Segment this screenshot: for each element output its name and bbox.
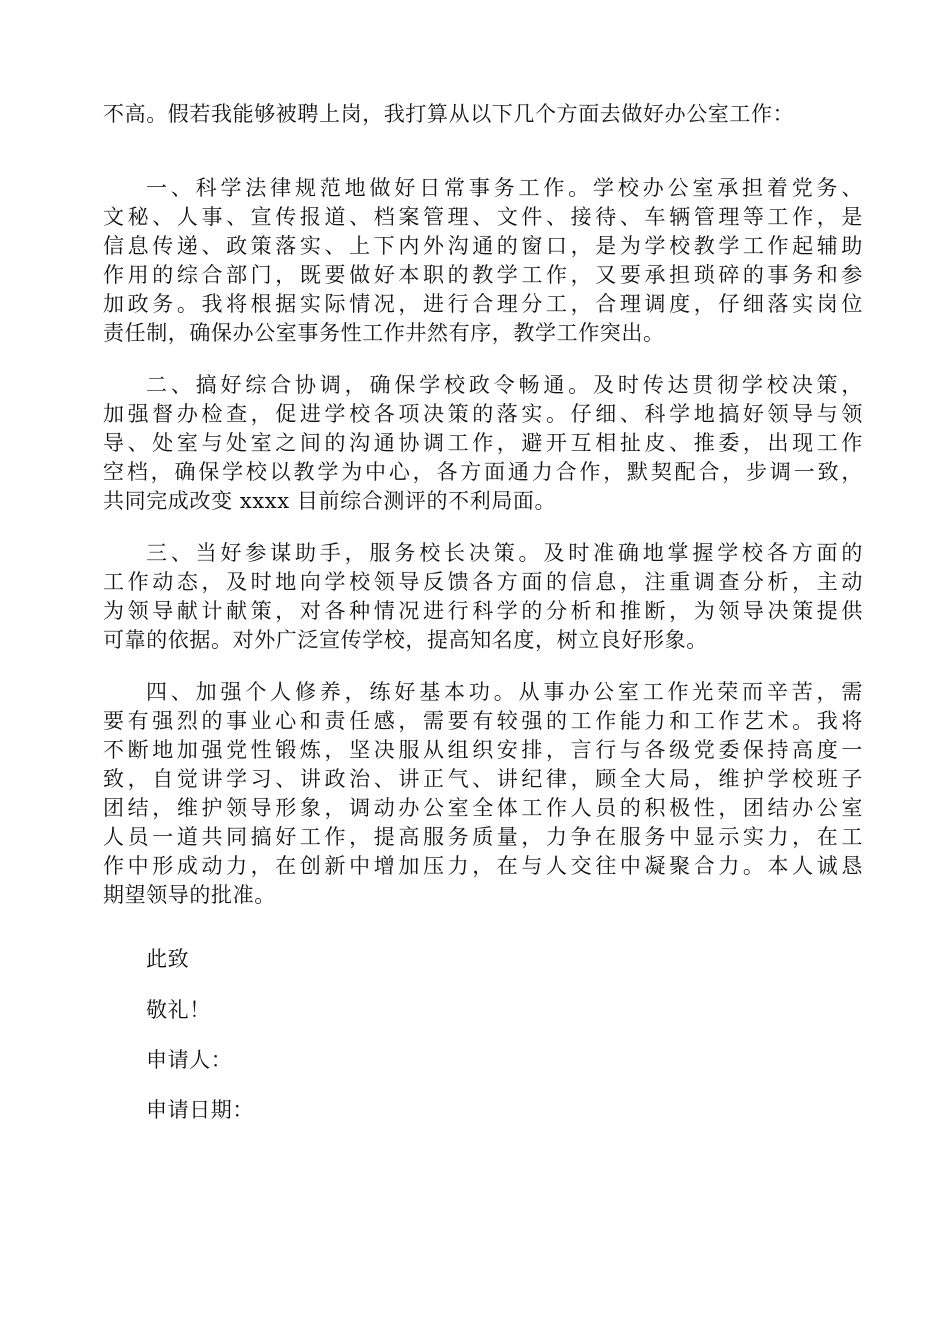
para1-line: 加政务。我将根据实际情况，进行合理分工，合理调度，仔细落实岗位 xyxy=(103,292,863,316)
para2-line: 加强督办检查，促进学校各项决策的落实。仔细、科学地搞好领导与领 xyxy=(103,402,863,426)
para1-line: 信息传递、政策落实、上下内外沟通的窗口，是为学校教学工作起辅助 xyxy=(103,234,863,258)
closing-regards: 敬礼！ xyxy=(146,998,211,1022)
para2-line: 共同完成改变 xxxx 目前综合测评的不利局面。 xyxy=(103,489,557,513)
para4-line: 四、加强个人修养，练好基本功。从事办公室工作光荣而辛苦，需 xyxy=(146,680,863,704)
para4-line: 致，自觉讲学习、讲政治、讲正气、讲纪律，顾全大局，维护学校班子 xyxy=(103,767,863,791)
para2-line: 导、处室与处室之间的沟通协调工作，避开互相扯皮、推委，出现工作 xyxy=(103,431,863,455)
para3-line: 为领导献计献策，对各种情况进行科学的分析和推断，为领导决策提供 xyxy=(103,599,863,623)
para2-line: 二、搞好综合协调，确保学校政令畅通。及时传达贯彻学校决策， xyxy=(146,373,863,397)
para2-line: 空档，确保学校以教学为中心，各方面通力合作，默契配合，步调一致， xyxy=(103,460,863,484)
para3-line: 工作动态，及时地向学校领导反馈各方面的信息，注重调查分析，主动 xyxy=(103,570,863,594)
applicant-label: 申请人： xyxy=(146,1048,233,1072)
intro-line: 不高。假若我能够被聘上岗，我打算从以下几个方面去做好办公室工作： xyxy=(103,102,795,126)
para1-line: 文秘、人事、宣传报道、档案管理、文件、接待、车辆管理等工作，是 xyxy=(103,205,863,229)
para1-line: 一、科学法律规范地做好日常事务工作。学校办公室承担着党务、 xyxy=(146,176,863,200)
para4-line: 要有强烈的事业心和责任感，需要有较强的工作能力和工作艺术。我将 xyxy=(103,709,863,733)
closing-salutation: 此致 xyxy=(146,947,190,971)
para4-line: 不断地加强党性锻炼，坚决服从组织安排，言行与各级党委保持高度一 xyxy=(103,738,863,762)
application-date-label: 申请日期： xyxy=(146,1098,254,1122)
para4-line: 作中形成动力，在创新中增加压力，在与人交往中凝聚合力。本人诚恳 xyxy=(103,854,863,878)
para3-line: 可靠的依据。对外广泛宣传学校，提高知名度，树立良好形象。 xyxy=(103,628,708,652)
para4-line: 期望领导的批准。 xyxy=(103,883,276,907)
para4-line: 人员一道共同搞好工作，提高服务质量，力争在服务中显示实力，在工 xyxy=(103,825,863,849)
para4-line: 团结，维护领导形象，调动办公室全体工作人员的积极性，团结办公室 xyxy=(103,796,863,820)
para3-line: 三、当好参谋助手，服务校长决策。及时准确地掌握学校各方面的 xyxy=(146,541,863,565)
para1-line: 责任制，确保办公室事务性工作井然有序，教学工作突出。 xyxy=(103,321,665,345)
para1-line: 作用的综合部门，既要做好本职的教学工作，又要承担琐碎的事务和参 xyxy=(103,263,863,287)
